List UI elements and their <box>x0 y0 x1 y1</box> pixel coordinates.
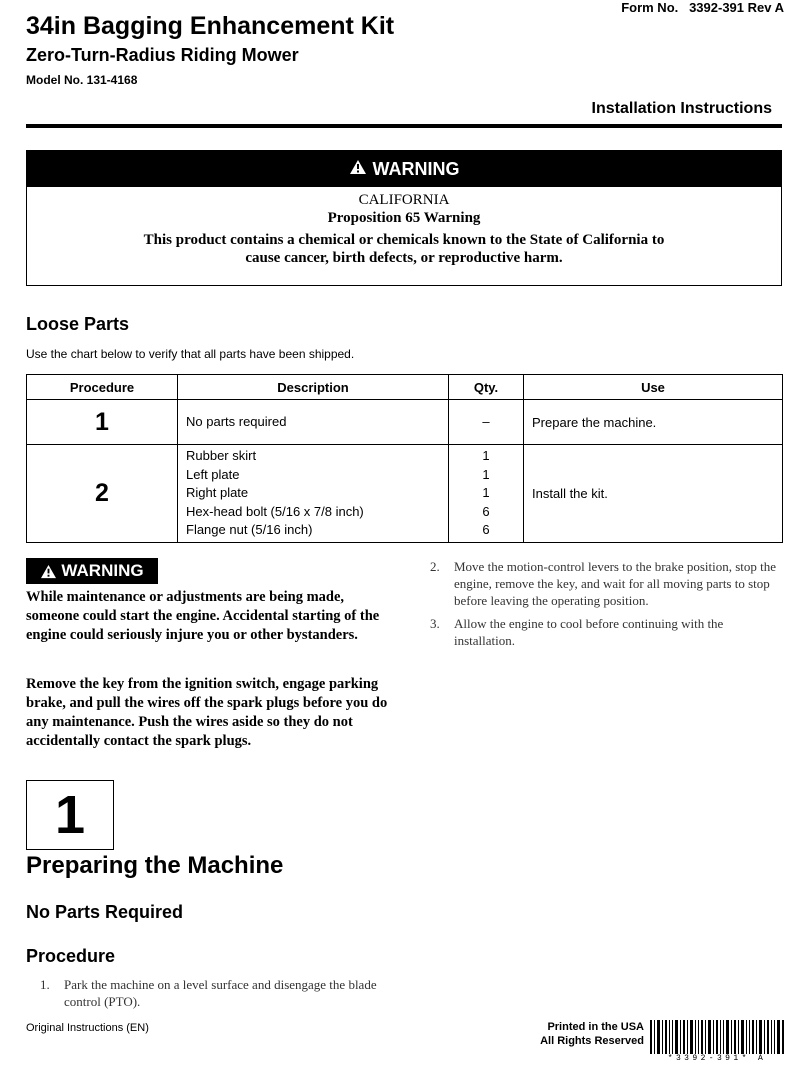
barcode-text: *3392-391* A <box>667 1054 767 1063</box>
safety-warning-para2: Remove the key from the ignition switch, engage parking brake, and pull the wires off the spark plugs before you do any maintenance. Push the wires aside so they do not accidentally contact the spark plugs. <box>26 676 388 749</box>
part-use: Prepare the machine. <box>524 400 783 445</box>
section-heading: Preparing the Machine <box>26 852 284 879</box>
procedure-steps-continued <box>430 558 786 655</box>
safety-warning-badge <box>26 558 158 584</box>
warning-triangle-icon <box>40 564 57 579</box>
part-description-list <box>178 445 449 543</box>
step-number: 3. <box>430 616 440 631</box>
prop65-line-title: Proposition 65 Warning <box>327 210 481 226</box>
footer-rights-line: All Rights Reserved <box>540 1035 644 1047</box>
document-subtitle: Zero-Turn-Radius Riding Mower <box>26 45 299 65</box>
col-qty: Qty. <box>449 375 524 400</box>
prop65-warning-label: WARNING <box>372 158 460 179</box>
col-description: Description <box>178 375 449 400</box>
prop65-line-california: CALIFORNIA <box>358 192 450 208</box>
part-description: Flange nut (5/16 inch) <box>186 522 313 537</box>
step-text: Move the motion-control levers to the brake position, stop the engine, remove the key, and wait for all moving parts to stop before leaving the operating position. <box>454 559 777 608</box>
footer-printed <box>540 1020 644 1048</box>
document-type: Installation Instructions <box>591 100 772 117</box>
document-title: 34in Bagging Enhancement Kit <box>26 12 395 40</box>
procedure-number: 1 <box>27 400 178 445</box>
part-qty: 1 <box>482 448 490 463</box>
footer-original-instructions: Original Instructions (EN) <box>26 1022 149 1034</box>
prop65-warning-box <box>26 150 782 286</box>
model-number: Model No. 131-4168 <box>26 73 138 87</box>
footer-printed-line: Printed in the USA <box>547 1021 644 1033</box>
part-qty: – <box>449 400 524 445</box>
section-number-box: 1 <box>26 780 114 850</box>
form-number: Form No. 3392-391 Rev A <box>621 0 784 15</box>
header-rule <box>26 124 782 128</box>
prop65-line-body1: This product contains a chemical or chemicals known to the State of California to <box>143 232 665 248</box>
list-item <box>430 558 786 609</box>
part-qty: 1 <box>482 466 490 482</box>
table-row <box>27 400 783 445</box>
step-number: 2. <box>430 559 440 574</box>
loose-parts-heading: Loose Parts <box>26 314 130 334</box>
procedure-steps <box>40 976 400 1016</box>
part-qty-list <box>449 445 524 543</box>
loose-parts-intro: Use the chart below to verify that all parts have been shipped. <box>26 347 355 361</box>
part-description: Rubber skirt <box>186 448 257 463</box>
prop65-line-body2: cause cancer, birth defects, or reproductive harm. <box>245 250 563 266</box>
col-procedure: Procedure <box>27 375 178 400</box>
prop65-warning-text <box>27 187 781 267</box>
warning-triangle-icon <box>349 159 367 180</box>
part-description: Hex-head bolt (5/16 x 7/8 inch) <box>186 503 364 519</box>
table-row <box>27 445 783 543</box>
step-text: Park the machine on a level surface and disengage the blade control (PTO). <box>64 977 377 1009</box>
step-text: Allow the engine to cool before continuing with the installation. <box>454 616 724 648</box>
safety-warning-para1: While maintenance or adjustments are being made, someone could start the engine. Accidental starting of the engine could seriously injure you or other bystanders. <box>26 589 380 643</box>
safety-warning-label: WARNING <box>61 561 144 580</box>
barcode <box>650 1020 784 1054</box>
part-description: Left plate <box>186 466 240 482</box>
procedure-heading: Procedure <box>26 946 116 966</box>
loose-parts-table <box>26 374 783 543</box>
part-description: No parts required <box>178 400 449 445</box>
part-use: Install the kit. <box>524 445 783 543</box>
part-description: Right plate <box>186 485 249 500</box>
prop65-warning-header <box>27 151 781 187</box>
part-qty: 1 <box>482 485 490 500</box>
section-subheading: No Parts Required <box>26 902 184 922</box>
list-item <box>40 976 400 1010</box>
procedure-number: 2 <box>27 445 178 543</box>
col-use: Use <box>524 375 783 400</box>
part-qty: 6 <box>482 503 490 519</box>
part-qty: 6 <box>482 522 490 537</box>
step-number: 1. <box>40 977 50 992</box>
list-item <box>430 615 786 649</box>
